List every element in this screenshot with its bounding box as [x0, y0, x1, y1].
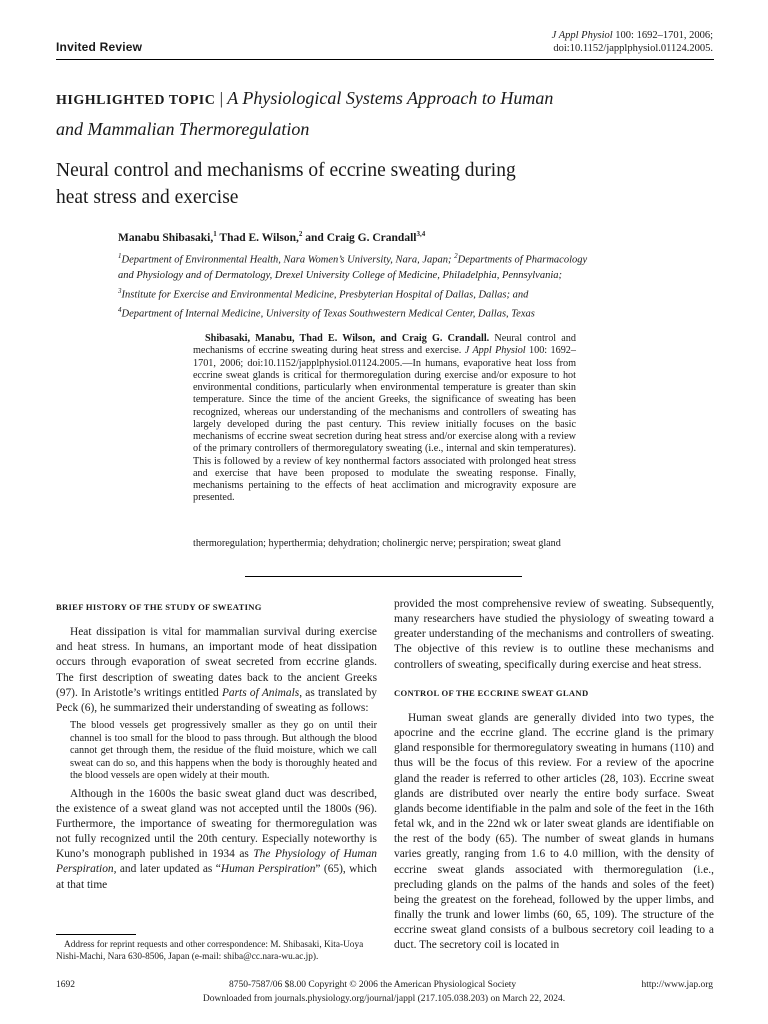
affiliation-text: Institute for Exercise and Environmental Medicine, Presbyterian Hospital of Dallas, Dallas; and	[121, 289, 529, 300]
abstract-journal: J Appl Physiol	[464, 345, 526, 357]
text: and later updated as “	[116, 863, 221, 876]
abstract-citation: 100: 1692–1701, 2006; doi:10.1152/japplphysiol.01124.2005.	[193, 345, 576, 369]
abstract-divider	[245, 576, 522, 577]
text: , as translated by Peck (6), he summarized their understanding of sweating as follows:	[56, 686, 377, 714]
italic-text: Parts of Animals	[221, 686, 300, 699]
affiliation-text: and Physiology and of Dermatology, Drexel University College of Medicine, Philadelphia, Pennsylvania;	[118, 270, 563, 281]
author-1-sup: 1	[213, 230, 217, 238]
block-quote: The blood vessels get progressively smaller as they go on until their channel is too small for the blood to pass through. But although the blood cannot get through them, the residue of the fluid moisture, which we call sweat can do so, and this happens when the body is thoroughly heated and the blood vessels are open widely at their mouth.	[70, 720, 377, 782]
download-notice: Downloaded from journals.physiology.org/journal/jappl (217.105.038.203) on March 22, 2024.	[202, 994, 566, 1004]
copyright: 8750-7587/06 $8.00 Copyright © 2006 the American Physiological Society	[229, 980, 517, 990]
affiliation-2	[118, 268, 718, 284]
journal-name: J Appl Physiol	[551, 30, 613, 41]
title-line1: Neural control and mechanisms of eccrine sweating during	[56, 160, 516, 181]
affiliation-sup: 1	[118, 252, 122, 260]
text: ” (65), which at that time	[56, 863, 377, 891]
affiliation-sup: 3	[118, 286, 122, 295]
title-line2: heat stress and exercise	[56, 187, 239, 208]
section-heading-control: CONTROL OF THE ECCRINE SWEAT GLAND	[394, 687, 589, 698]
affiliation-sup: 4	[118, 305, 122, 314]
header-divider	[56, 59, 714, 60]
topic-separator: |	[215, 89, 228, 108]
text: Although in the 1600s the basic sweat gland duct was described, the existence of a sweat gland was not accepted until the 1800s (96). Furthermore, the importance of sweating for thermoregulation was not fully recognized until the 20th century. Especially noteworthy is Kuno’s monograph published in 1934 as	[56, 787, 377, 861]
affiliation-text: Departments of Pharmacology	[457, 254, 588, 266]
affiliation-1	[118, 249, 718, 268]
affiliation-text: Department of Environmental Health, Nara Women’s University, Nara, Japan;	[121, 254, 455, 266]
author-1: Manabu Shibasaki,	[118, 231, 214, 244]
right-column	[394, 597, 714, 953]
footnote-divider	[56, 934, 136, 935]
italic-text: Human Perspiration	[220, 863, 316, 876]
paragraph: provided the most comprehensive review of sweating. Subsequently, many researchers have studied the physiology of sweating toward a greater understanding of the mechanisms and controllers of sweating. The objective of this review is to outline these mechanisms and controllers of sweating, specifically during exercise and heat stress.	[394, 598, 714, 671]
abstract-body: —In humans, evaporative heat loss from eccrine sweat glands is critical for thermoregulation during exercise and/or exposure to hot environmental conditions, particularly when environmental temperature is greater than skin temperature. Since the time of the ancient Greeks, the significance of sweating has been recognized, whereas our understanding of the mechanisms and controllers of sweating has largely developed during the past century. This review initially focuses on the basic mechanisms of eccrine sweat secretion during heat stress and/or exercise along with a review of the primary controllers of thermoregulatory sweating (i.e., internal and skin temperatures). This is followed by a review of key nonthermal factors associated with prolonged heat stress and exercise that have been proposed to modulate the sweating response. Finally, mechanisms pertaining to the effects of heat acclimation and microgravity exposure are presented.	[193, 357, 576, 504]
author-list	[118, 230, 425, 244]
abstract	[193, 333, 576, 505]
author-2-sup: 2	[298, 230, 303, 238]
keywords: thermoregulation; hyperthermia; dehydration; cholinergic nerve; perspiration; sweat gland	[193, 538, 561, 549]
page-number: 1692	[56, 980, 75, 990]
affiliation-sup: 2	[454, 252, 458, 260]
author-3: and Craig G. Crandall	[302, 231, 417, 244]
highlighted-topic	[56, 84, 706, 144]
journal-citation	[552, 29, 713, 55]
text: Heat dissipation is vital for mammalian survival during exercise and heat stress. In humans, an important mode of heat dissipation occurs through evaporation of sweat secreted from eccrine glands. The first description of sweating dates back to the ancient Greeks (97). In Aristotle’s writings entitled	[56, 626, 377, 699]
topic-tag: HIGHLIGHTED TOPIC	[56, 93, 216, 108]
article-title	[56, 157, 676, 211]
author-2: Thad E. Wilson,	[216, 231, 299, 244]
paragraph	[56, 625, 377, 716]
topic-title-line1: A Physiological Systems Approach to Human	[227, 88, 554, 108]
author-3-sup: 3,4	[416, 230, 426, 238]
journal-url[interactable]: http://www.jap.org	[641, 980, 713, 990]
abstract-title: Neural control and mechanisms of eccrine sweating during heat stress and exercise.	[193, 333, 576, 357]
paragraph: Human sweat glands are generally divided into two types, the apocrine and the eccrine gland. The eccrine gland is the primary gland responsible for thermoregulatory sweating in humans (110) and thus will be the focus of this review. For a review of the apocrine gland the reader is referred to other articles (28, 103). Eccrine sweat glands are distributed over nearly the entire body surface. Sweat glands become identifiable in the palm and sole of the feet in the 16th fetal wk, and in the 22nd wk or later sweat glands are identifiable on the rest of the body (65). The number of sweat glands in humans varies greatly, ranging from 1.6 to 4.0 million, with the density of eccrine sweat glands associated with thermoregulation (i.e., precluding glands on the palms of the hands and soles of the feet) being the greatest on the forehead, followed by the upper limbs, and finally the trunk and lower limbs (60, 65, 109). The structure of the eccrine sweat gland consists of a bulbous secretory coil leading to a duct. The secretory coil is located in	[394, 711, 714, 952]
section-heading-history: BRIEF HISTORY OF THE STUDY OF SWEATING	[56, 602, 262, 612]
affiliations	[118, 249, 718, 322]
abstract-authors: Shibasaki, Manabu, Thad E. Wilson, and Craig G. Crandall.	[205, 333, 490, 344]
affiliation-text: Department of Internal Medicine, University of Texas Southwestern Medical Center, Dallas, Texas	[121, 308, 535, 319]
italic-text: The Physiology of Human Perspiration,	[56, 848, 377, 876]
footnote: Address for reprint requests and other correspondence: M. Shibasaki, Kita-Uoya Nishi-Machi, Nara 630-8506, Japan (e-mail: shiba@cc.nara-wu.ac.jp).	[56, 940, 364, 962]
topic-title-line2: and Mammalian Thermoregulation	[56, 119, 310, 139]
paragraph	[56, 787, 377, 893]
doi[interactable]: doi:10.1152/japplphysiol.01124.2005.	[553, 43, 713, 54]
affiliation-4	[118, 303, 718, 322]
affiliation-3	[118, 284, 718, 303]
section-label: Invited Review	[56, 40, 143, 54]
citation: 100: 1692–1701, 2006;	[612, 30, 713, 41]
left-column	[56, 600, 377, 893]
